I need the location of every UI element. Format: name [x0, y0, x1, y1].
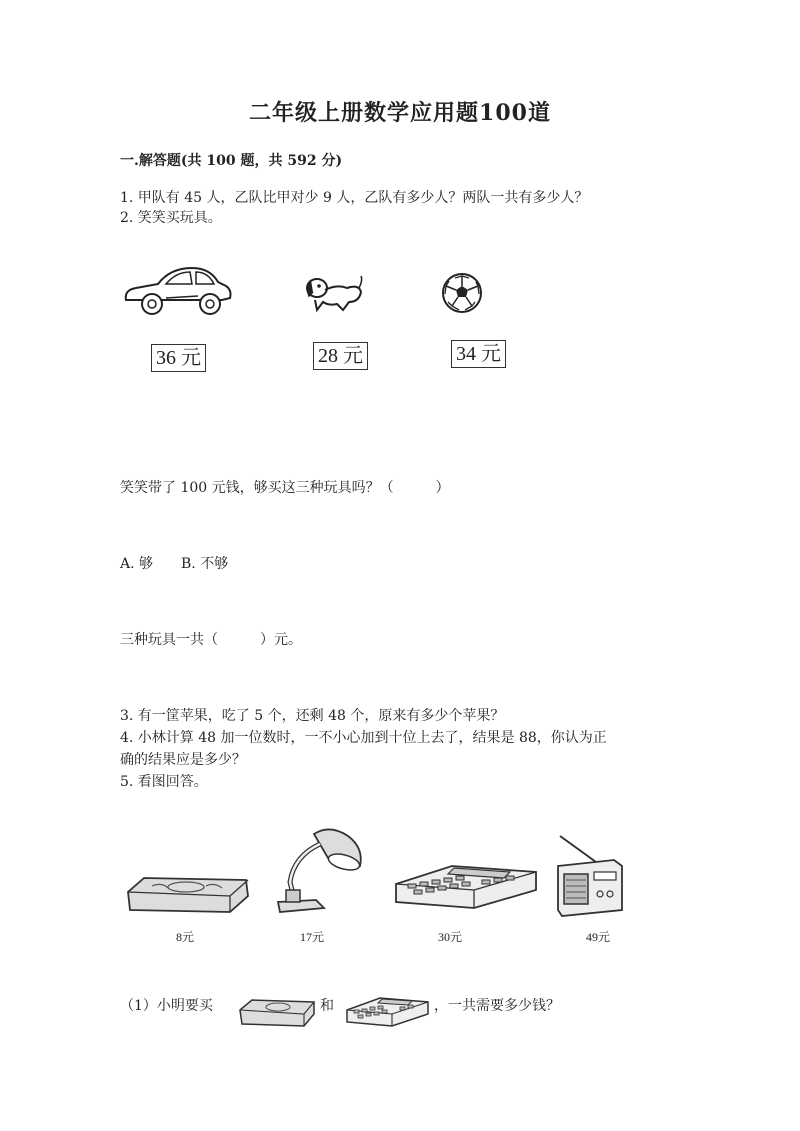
page-title: 二年级上册数学应用题100道 [249, 100, 551, 126]
calculator-icon [344, 994, 430, 1030]
question-4-line-1: 4. 小林计算 48 加一位数时，一不小心加到十位上去了，结果是 88，你认为正 [120, 730, 607, 746]
section-heading: 一.解答题(共 100 题，共 592 分) [120, 153, 343, 169]
pencil-case-icon [236, 996, 318, 1030]
question-3: 3. 有一筐苹果，吃了 5 个，还剩 48 个，原来有多少个苹果？ [120, 708, 505, 724]
question-2-options: A. 够 B. 不够 [120, 556, 229, 572]
dog-icon [303, 272, 365, 316]
calculator-icon [392, 862, 540, 912]
toy-price-dog: 28 元 [313, 342, 368, 370]
question-5-sub-1-text-a: （1）小明要买 [120, 998, 213, 1014]
question-2: 2. 笑笑买玩具。 [120, 210, 222, 226]
item-price-radio: 49元 [586, 930, 611, 944]
item-price-pencil-case: 8元 [176, 930, 195, 944]
question-2-total: 三种玩具一共（ ）元。 [120, 632, 302, 648]
car-icon [122, 262, 234, 318]
radio-icon [552, 832, 628, 918]
ball-icon [441, 272, 483, 314]
question-4-line-2: 确的结果应是多少？ [120, 752, 246, 768]
question-5-sub-1-text-c: ，一共需要多少钱？ [434, 998, 560, 1014]
toy-price-ball: 34 元 [451, 340, 506, 368]
question-2-prompt: 笑笑带了 100 元钱，够买这三种玩具吗？（ ） [120, 480, 450, 496]
toy-price-car: 36 元 [151, 344, 206, 372]
question-5: 5. 看图回答。 [120, 774, 208, 790]
item-price-lamp: 17元 [300, 930, 325, 944]
pencil-case-icon [122, 872, 252, 916]
question-5-sub-1-text-b: 和 [320, 998, 334, 1014]
item-price-calculator: 30元 [438, 930, 463, 944]
lamp-icon [272, 826, 368, 918]
question-1: 1. 甲队有 45 人，乙队比甲对少 9 人，乙队有多少人？两队一共有多少人？ [120, 190, 589, 206]
